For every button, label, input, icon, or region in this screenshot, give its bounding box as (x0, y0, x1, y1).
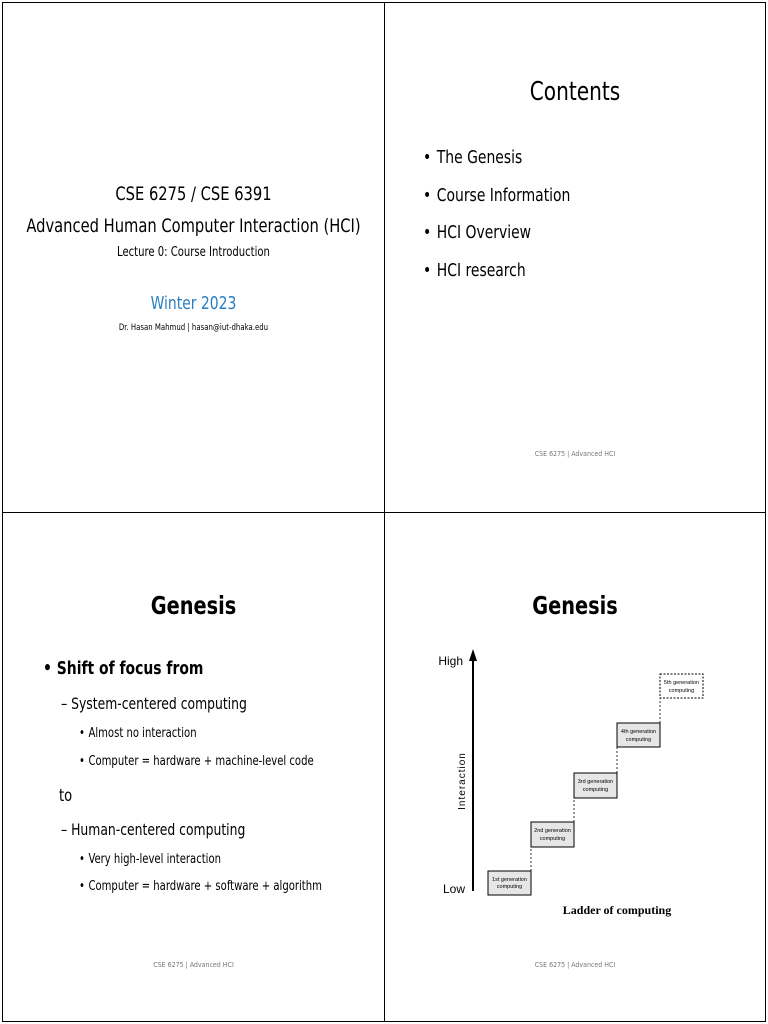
title-slide (2, 2, 385, 513)
to-item-text: Computer = hardware + software + algorithm (88, 879, 322, 894)
step-3 (574, 773, 617, 798)
bullet-icon: • (79, 726, 85, 741)
list-item (79, 754, 314, 769)
main-point-text: Shift of focus from (56, 658, 204, 679)
to-word: to (59, 786, 73, 806)
step-label-line2: computing (496, 884, 523, 890)
step-label-line2: computing (668, 688, 695, 694)
contents-item-label: Course Information (436, 184, 571, 206)
step-label-line1: 5th generation (663, 680, 700, 686)
contents-list (423, 147, 594, 297)
list-item (79, 879, 322, 894)
list-item (423, 185, 570, 223)
from-item-text: Almost no interaction (88, 726, 197, 741)
list-item (423, 260, 570, 298)
course-code: CSE 6275 / CSE 6391 (115, 183, 272, 205)
step-label-line2: computing (582, 787, 609, 793)
to-label: – Human-centered computing (61, 820, 246, 839)
bullet-icon: • (423, 147, 432, 168)
list-item (423, 222, 570, 260)
step-label-line2: computing (625, 737, 652, 743)
step-2 (531, 822, 574, 847)
slide-heading: Genesis (532, 591, 618, 620)
step-label-line1: 2nd generation (534, 828, 571, 834)
slide-heading: Contents (529, 77, 621, 107)
step-box (617, 723, 660, 747)
ladder-diagram (385, 513, 766, 1022)
list-item (423, 147, 570, 185)
bullet-icon: • (79, 879, 85, 894)
step-label-line2: computing (539, 836, 566, 842)
genesis-diagram-slide (384, 512, 766, 1022)
list-item (79, 852, 221, 867)
contents-item-label: The Genesis (436, 147, 523, 168)
diagram-caption: Ladder of computing (562, 903, 672, 917)
from-label: – System-centered computing (61, 694, 247, 713)
course-title: Advanced Human Computer Interaction (HCI) (26, 215, 361, 237)
bullet-icon: • (423, 259, 432, 281)
step-label-line1: 3rd generation (577, 779, 614, 785)
bullet-icon: • (423, 184, 432, 206)
step-box (660, 674, 703, 698)
contents-item-label: HCI Overview (436, 222, 532, 243)
step-5 (660, 674, 703, 698)
step-label-line1: 4th generation (620, 729, 657, 735)
axis-high-label: High (438, 654, 463, 668)
from-item-text: Computer = hardware + machine-level code (88, 754, 314, 769)
axis-low-label: Low (442, 882, 465, 896)
arrow-up-icon (469, 649, 477, 661)
author-line: Dr. Hasan Mahmud | hasan@iut-dhaka.edu (118, 323, 269, 333)
axis-title: Interaction (457, 752, 468, 810)
step-box (531, 822, 574, 847)
slide-footer: CSE 6275 | Advanced HCI (534, 961, 616, 969)
step-box (488, 871, 531, 895)
bullet-icon: • (79, 852, 85, 867)
step-4 (617, 723, 660, 747)
slide-footer: CSE 6275 | Advanced HCI (153, 961, 234, 969)
slide-footer: CSE 6275 | Advanced HCI (534, 450, 616, 458)
to-item-text: Very high-level interaction (88, 852, 222, 867)
step-label-line1: 1st generation (492, 877, 527, 883)
slide-heading: Genesis (150, 591, 237, 620)
slide-body (3, 513, 384, 1021)
main-point (43, 658, 203, 679)
contents-item-label: HCI research (436, 259, 526, 281)
step-box (574, 773, 617, 798)
bullet-icon: • (423, 222, 432, 243)
contents-slide (384, 2, 766, 513)
bullet-icon: • (79, 754, 85, 769)
list-item (79, 726, 197, 741)
bullet-icon: • (43, 658, 52, 679)
term-label: Winter 2023 (150, 293, 237, 314)
step-1 (488, 871, 531, 895)
lecture-subtitle: Lecture 0: Course Introduction (117, 245, 270, 260)
genesis-text-slide (2, 512, 385, 1022)
